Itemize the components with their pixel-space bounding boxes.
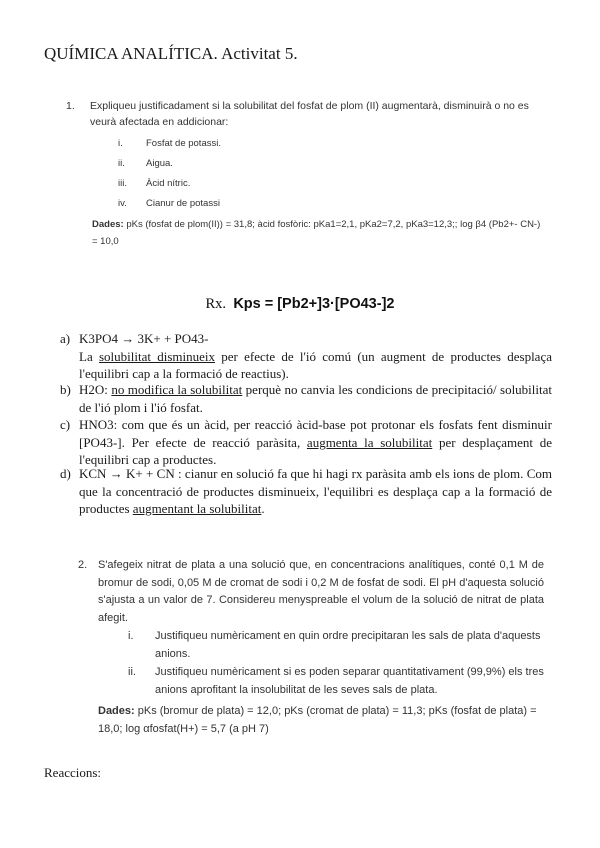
q2-dades-label: Dades: xyxy=(98,705,135,717)
answer-text: per desplaçament de l'equilibri cap a productes. xyxy=(79,434,553,467)
answer-text: perquè no canvia les condicions de precipitació/ solubilitat de l'ió plom i l'ió fosfat. xyxy=(79,382,553,415)
answer-a xyxy=(60,330,552,383)
q2-item-text: Justifiqueu numèricament si es poden separar quantitativament (99,9%) els tres anions aprofitant la insolubilitat de les seves sals de plata. xyxy=(155,666,544,696)
q1-item-number: i. xyxy=(118,138,123,149)
q1-item-number: iv. xyxy=(118,198,127,209)
q2-item-text: Justifiqueu numèricament en quin ordre precipitaran les sals de plata d'aquests anions. xyxy=(155,630,541,660)
answer-text: La xyxy=(79,348,99,364)
q2-dades xyxy=(98,703,544,738)
q1-dades-label: Dades: xyxy=(92,219,124,230)
kps-formula xyxy=(0,296,600,313)
question-1 xyxy=(66,98,536,130)
q2-dades-text: pKs (bromur de plata) = 12,0; pKs (cromat de plata) = 11,3; pKs (fosfat de plata) = 18,0; log αfosfat(H+) = 5,7 (a pH 7) xyxy=(98,705,537,735)
question-1-text: Expliqueu justificadament si la solubilitat del fosfat de plom (II) augmentarà, disminuirà o no es veurà afectada en addicionar: xyxy=(90,100,529,128)
answer-label: d) xyxy=(60,466,71,481)
answer-b xyxy=(60,381,552,416)
answer-text: HNO3: com que és un àcid, per reacció àcid-base pot protonar els fosfats fent disminuir [PO43-]. Per efecte de reacció paràsita, xyxy=(79,417,552,450)
answer-highlight: solubilitat disminueix xyxy=(98,348,215,364)
question-2 xyxy=(78,557,544,627)
answer-d xyxy=(60,465,552,518)
answer-c xyxy=(60,416,552,469)
q2-item xyxy=(128,664,544,699)
kps-expression: Kps = [Pb2+]3·[PO43-]2 xyxy=(233,296,395,312)
answer-text: . xyxy=(261,501,265,516)
q1-item xyxy=(118,138,221,149)
question-2-number: 2. xyxy=(78,559,88,571)
answer-text: KCN → K+ + CN : cianur en solució fa que hi hagi rx paràsita amb els ions de plom. Com que la concentració de productes disminueix, l'equilibri es desplaça cap a la formació de productes xyxy=(79,466,552,516)
q1-dades xyxy=(92,216,542,250)
answer-highlight: augmentant la solubilitat xyxy=(132,501,262,516)
q1-item xyxy=(118,178,190,189)
answer-text: per efecte de l'ió comú (un augment de productes desplaça l'equilibri cap a la formació de reactius). xyxy=(79,348,552,381)
q1-item-number: ii. xyxy=(118,158,125,169)
q2-item-number: i. xyxy=(128,630,134,642)
answer-a-equation: K3PO4 → 3K+ + PO43- xyxy=(79,331,209,346)
answer-highlight: augmenta la solubilitat xyxy=(306,434,433,450)
q1-item-text: Àcid nítric. xyxy=(146,178,191,189)
q1-item-text: Cianur de potassi xyxy=(146,198,220,209)
q2-item-number: ii. xyxy=(128,666,136,678)
reaccions-heading: Reaccions: xyxy=(44,765,102,780)
question-1-number: 1. xyxy=(66,100,75,112)
answer-highlight: no modifica la solubilitat xyxy=(111,382,243,397)
q1-item xyxy=(118,158,173,169)
rx-prefix: Rx. xyxy=(205,296,227,312)
answer-label: b) xyxy=(60,382,71,397)
q1-item-number: iii. xyxy=(118,178,127,189)
q2-item xyxy=(128,628,544,663)
question-2-text: S'afegeix nitrat de plata a una solució que, en concentracions analítiques, conté 0,1 M de bromur de sodi, 0,05 M de cromat de sodi i 0,2 M de fosfat de sodi. El pH d'aquesta solució s'ajusta a un valor de 7. Considereu menyspreable el volum de la solució de nitrat de plata afegit. xyxy=(98,559,544,624)
q1-item xyxy=(118,198,220,209)
q1-item-text: Aigua. xyxy=(146,158,173,169)
answer-label: a) xyxy=(60,331,71,346)
q1-dades-text: pKs (fosfat de plom(II)) = 31,8; àcid fosfòric: pKa1=2,1, pKa2=7,2, pKa3=12,3;; log β4 (Pb2+- CN-) = 10,0 xyxy=(92,219,541,247)
answer-label: c) xyxy=(60,417,71,432)
page-title: QUÍMICA ANALÍTICA. Activitat 5. xyxy=(44,44,298,63)
q1-item-text: Fosfat de potassi. xyxy=(146,138,221,149)
answer-text: H2O: xyxy=(79,382,112,397)
